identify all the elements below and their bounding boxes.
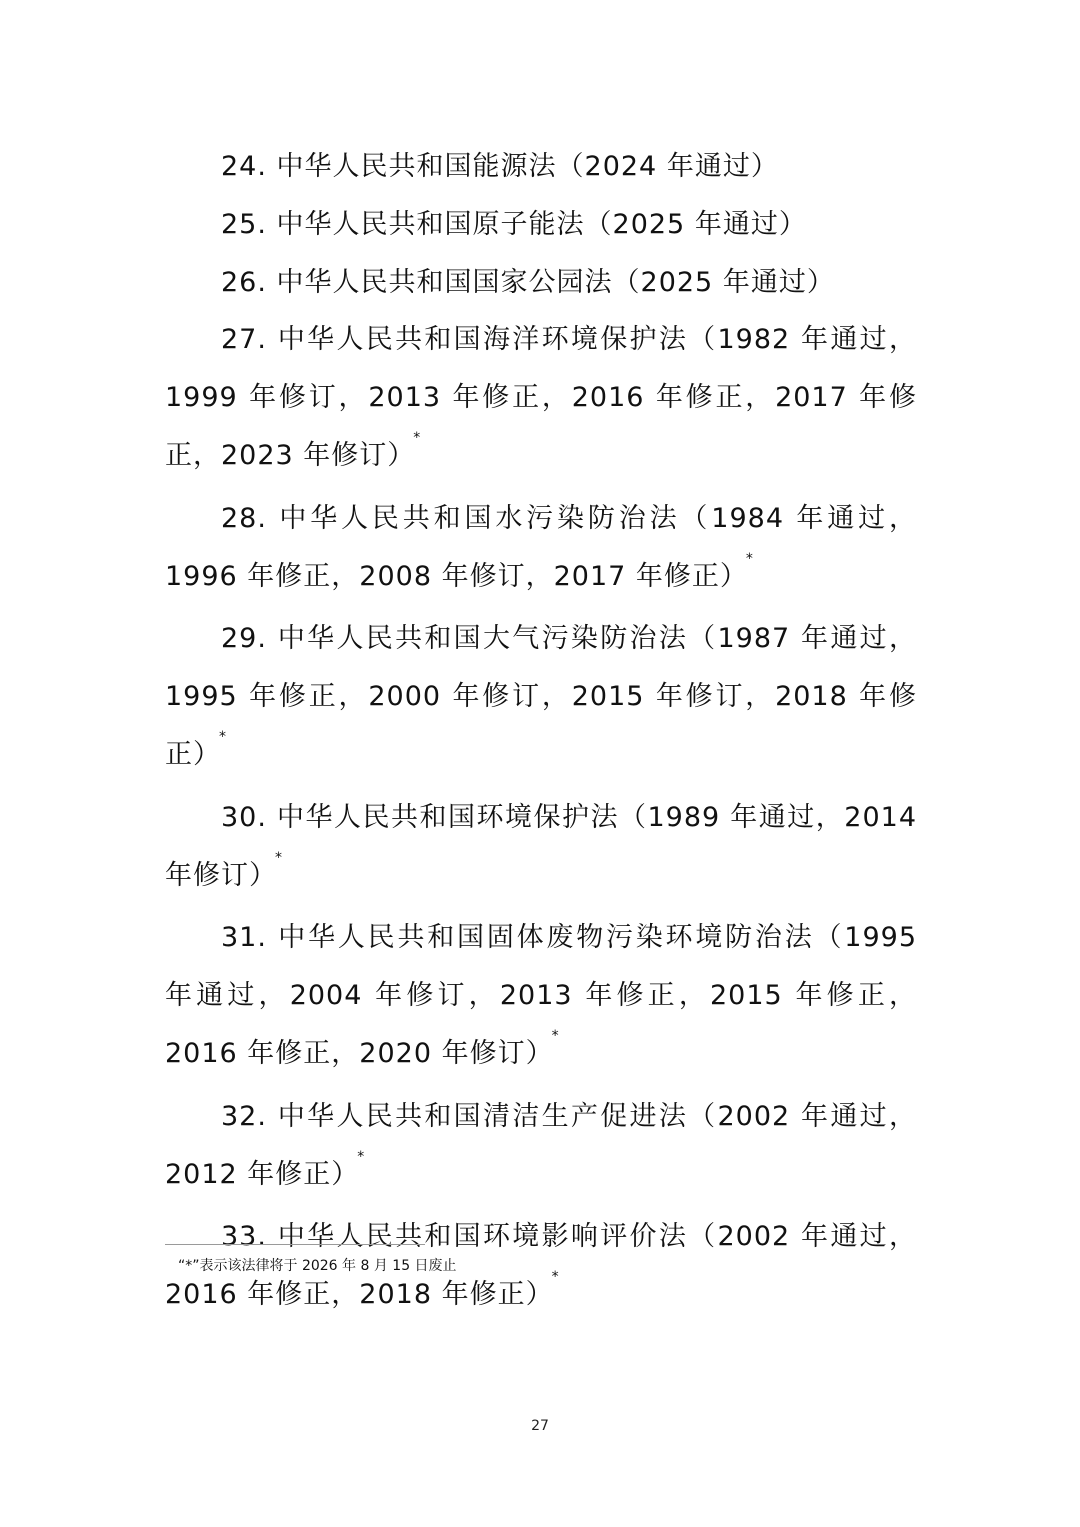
law-item-text: 28. 中华人民共和国水污染防治法（1984 年通过，1996 年修正，2008 年修订，2017 年修正） (165, 502, 917, 592)
law-item-27: 27. 中华人民共和国海洋环境保护法（1982 年通过，1999 年修订，2013 年修正，2016 年修正，2017 年修正，2023 年修订）* (165, 324, 917, 471)
page-number: 27 (531, 1418, 549, 1434)
law-item-25 (165, 196, 917, 254)
footnote-divider (165, 1244, 425, 1245)
law-item-32: 32. 中华人民共和国清洁生产促进法（2002 年通过，2012 年修正）* (165, 1100, 917, 1190)
law-item-text: 30. 中华人民共和国环境保护法（1989 年通过，2014 年修订） (165, 801, 917, 891)
law-item-text: 29. 中华人民共和国大气污染防治法（1987 年通过，1995 年修正，2000 年修订，2015 年修订，2018 年修正） (165, 623, 917, 770)
law-item-text: 25. 中华人民共和国原子能法（2025 年通过） (221, 208, 807, 240)
law-item-29: 29. 中华人民共和国大气污染防治法（1987 年通过，1995 年修正，2000 年修订，2015 年修订，2018 年修正）* (165, 623, 917, 770)
law-item-text: 31. 中华人民共和国固体废物污染环境防治法（1995 年通过，2004 年修订，2013 年修正，2015 年修正，2016 年修正，2020 年修订） (165, 922, 917, 1069)
footnote-text: “*”表示该法律将于 2026 年 8 月 15 日废止 (178, 1258, 457, 1274)
law-item-33: 33. 中华人民共和国环境影响评价法（2002 年通过，2016 年修正，2018 年修正）* (165, 1221, 917, 1311)
law-item-28: 28. 中华人民共和国水污染防治法（1984 年通过，1996 年修正，2008 年修订，2017 年修正）* (165, 502, 917, 592)
law-item-31: 31. 中华人民共和国固体废物污染环境防治法（1995 年通过，2004 年修订，2013 年修正，2015 年修正，2016 年修正，2020 年修订）* (165, 922, 917, 1069)
law-item-30: 30. 中华人民共和国环境保护法（1989 年通过，2014 年修订）* (165, 801, 917, 891)
law-item-text: 32. 中华人民共和国清洁生产促进法（2002 年通过，2012 年修正） (165, 1100, 917, 1190)
law-item-text: 27. 中华人民共和国海洋环境保护法（1982 年通过，1999 年修订，2013 年修正，2016 年修正，2017 年修正，2023 年修订） (165, 324, 917, 471)
law-item-text: 33. 中华人民共和国环境影响评价法（2002 年通过，2016 年修正，2018 年修正） (165, 1221, 917, 1311)
law-list (165, 138, 917, 1329)
law-item-text: 24. 中华人民共和国能源法（2024 年通过） (221, 151, 779, 182)
law-item-text: 26. 中华人民共和国国家公园法（2025 年通过） (221, 266, 835, 298)
law-item-24 (165, 138, 917, 196)
law-item-26 (165, 254, 917, 312)
